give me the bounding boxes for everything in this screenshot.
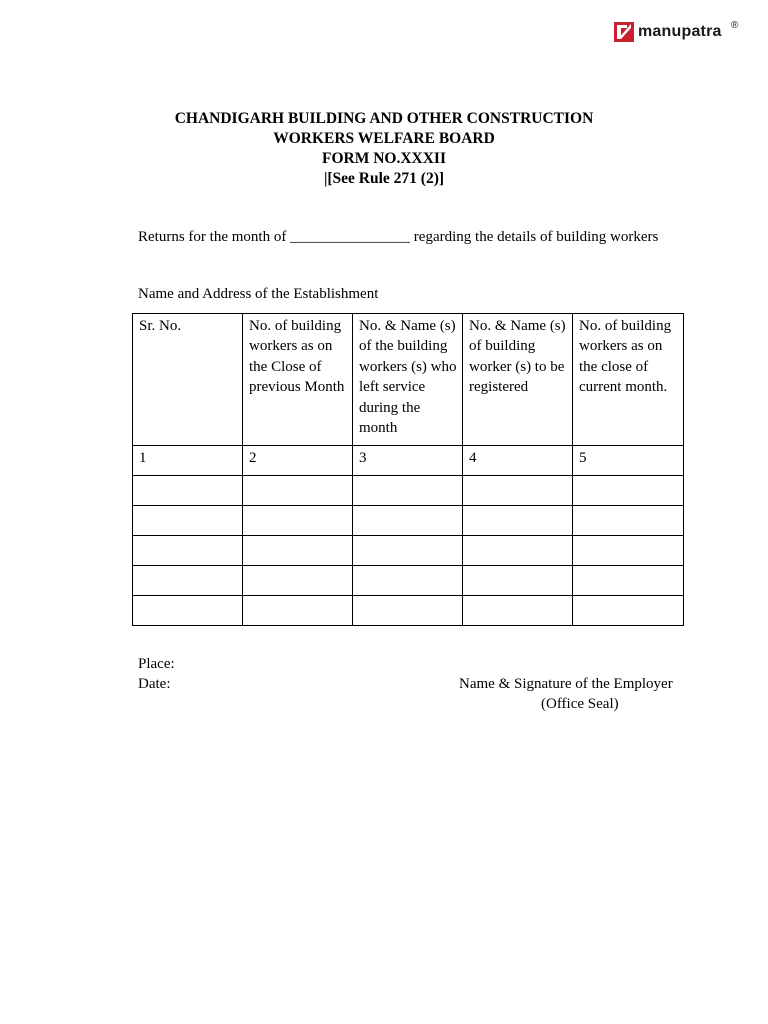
table-cell[interactable] (243, 536, 353, 566)
table-row (133, 476, 684, 506)
header-cell: No. of building workers as on the Close of previous Month (243, 314, 353, 446)
header-cell: Sr. No. (133, 314, 243, 446)
table-cell[interactable] (133, 566, 243, 596)
table-cell[interactable] (353, 536, 463, 566)
header-cell: No. & Name (s) of building worker (s) to be registered (463, 314, 573, 446)
manupatra-logo-icon (614, 22, 634, 42)
signature-label: Name & Signature of the Employer (459, 676, 673, 692)
workers-table (132, 313, 684, 626)
table-cell[interactable] (573, 506, 684, 536)
column-number: 3 (353, 446, 463, 476)
table-cell[interactable] (243, 596, 353, 626)
title-line-1: CHANDIGARH BUILDING AND OTHER CONSTRUCTION (174, 110, 594, 127)
table-cell[interactable] (573, 476, 684, 506)
table-header-row (133, 314, 684, 446)
place-label: Place: (138, 656, 175, 672)
title-line-3: FORM NO.XXXII (322, 150, 446, 167)
table-cell[interactable] (353, 566, 463, 596)
table-cell[interactable] (353, 596, 463, 626)
column-number: 4 (463, 446, 573, 476)
returns-line: Returns for the month of ________________ regarding the details of building workers (138, 229, 659, 245)
table-cell[interactable] (353, 476, 463, 506)
table-cell[interactable] (353, 506, 463, 536)
office-seal-label: (Office Seal) (541, 696, 619, 712)
table-cell[interactable] (463, 596, 573, 626)
table-cell[interactable] (463, 506, 573, 536)
table-row (133, 536, 684, 566)
table-cell[interactable] (573, 596, 684, 626)
column-number: 5 (573, 446, 684, 476)
form-title (0, 109, 768, 189)
logo-text: manupatra (638, 23, 722, 40)
column-number: 2 (243, 446, 353, 476)
registered-mark: ® (731, 20, 739, 31)
signature-block (459, 674, 673, 714)
table-cell[interactable] (573, 566, 684, 596)
table-cell[interactable] (243, 506, 353, 536)
manupatra-logo (614, 20, 739, 42)
title-line-2: WORKERS WELFARE BOARD (273, 130, 495, 147)
column-number: 1 (133, 446, 243, 476)
establishment-label: Name and Address of the Establishment (138, 286, 379, 302)
date-label: Date: (138, 676, 171, 692)
table-row (133, 506, 684, 536)
table-cell[interactable] (133, 476, 243, 506)
table-cell[interactable] (133, 596, 243, 626)
table-cell[interactable] (573, 536, 684, 566)
table-cell[interactable] (243, 566, 353, 596)
table-cell[interactable] (463, 536, 573, 566)
table-cell[interactable] (243, 476, 353, 506)
column-number-row (133, 446, 684, 476)
table-cell[interactable] (133, 506, 243, 536)
title-line-4: |[See Rule 271 (2)] (323, 170, 445, 187)
header-cell: No. & Name (s) of the building workers (s) who left service during the month (353, 314, 463, 446)
table-row (133, 596, 684, 626)
place-date-block (138, 654, 175, 694)
table-cell[interactable] (133, 536, 243, 566)
table-cell[interactable] (463, 476, 573, 506)
header-cell: No. of building workers as on the close of current month. (573, 314, 684, 446)
table-cell[interactable] (463, 566, 573, 596)
table-row (133, 566, 684, 596)
